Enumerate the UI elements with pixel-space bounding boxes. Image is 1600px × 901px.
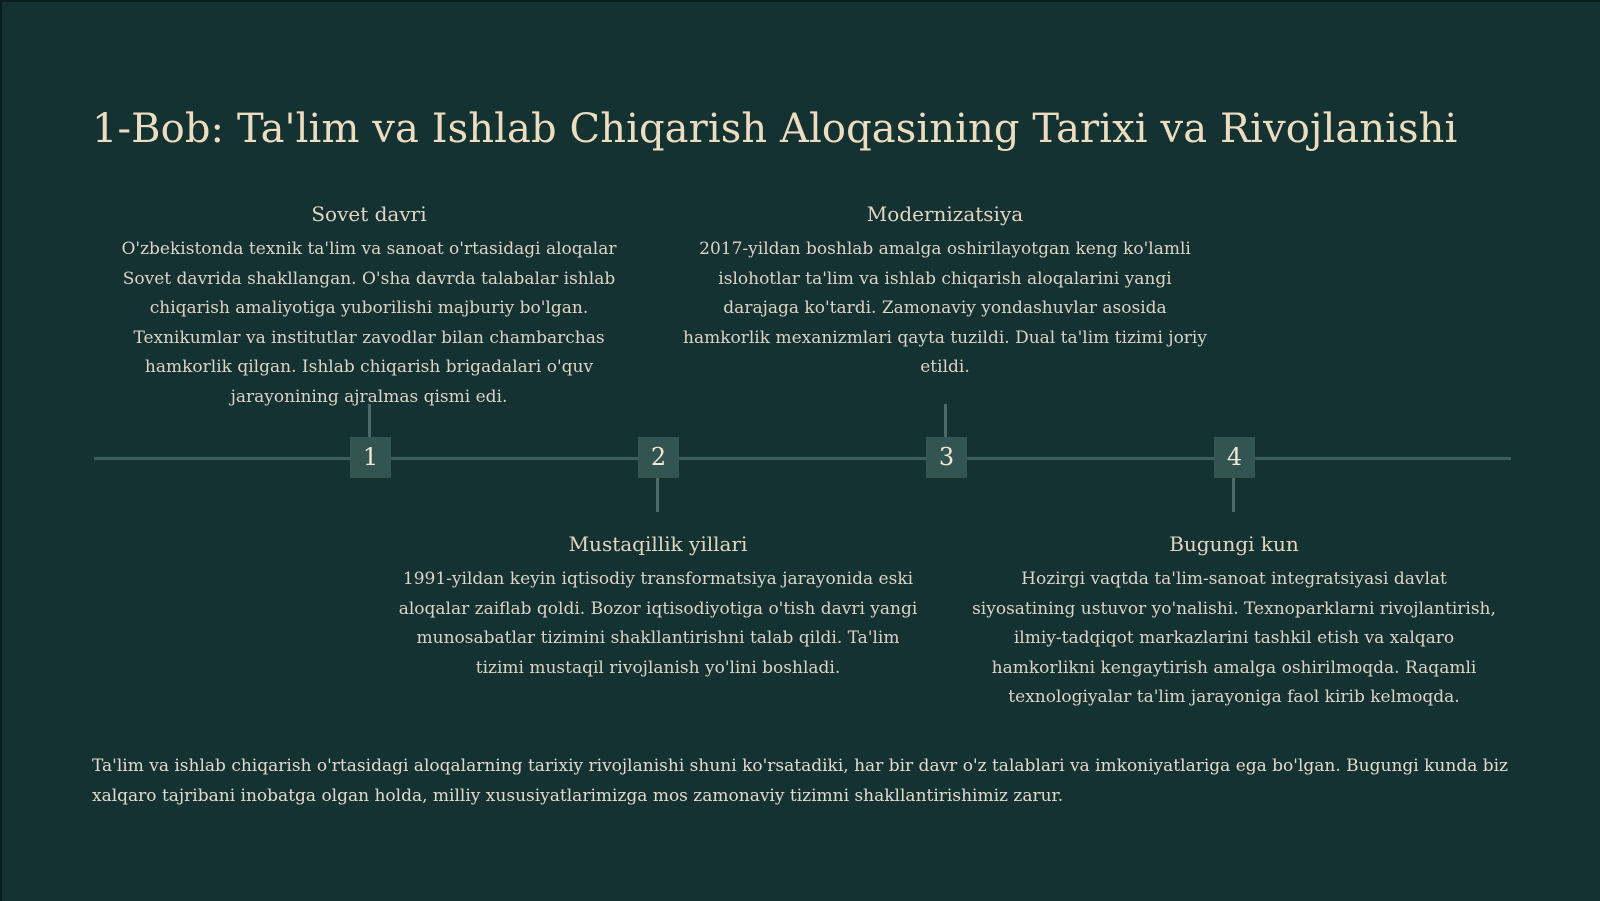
timeline-connector-3 xyxy=(944,404,947,438)
timeline-card-title: Modernizatsiya xyxy=(866,202,1024,226)
timeline-marker-3: 3 xyxy=(926,437,967,478)
timeline-card-independence-years xyxy=(395,530,921,683)
timeline-card-text: 1991-yildan keyin iqtisodiy transformatsiya jarayonida eski aloqalar zaiflab qoldi. Bozor iqtisodiyotiga o'tish davri yangi munosabatlar tizimini shakllantirishni talab qildi. Ta'lim tizimi mustaqil rivojlanish yo'lini boshladi. xyxy=(398,569,918,678)
slide-title: 1-Bob: Ta'lim va Ishlab Chiqarish Aloqasining Tarixi va Rivojlanishi xyxy=(92,106,1458,152)
summary-paragraph: Ta'lim va ishlab chiqarish o'rtasidagi aloqalarning tarixiy rivojlanishi shuni ko'rsatadiki, har bir davr o'z talablari va imkoniyatlariga ega bo'lgan. Bugungi kunda biz xalqaro tajribani inobatga olgan holda, milliy xususiyatlarimizga mos zamonaviy tizimni shakllantirishimiz zarur. xyxy=(92,756,1509,806)
timeline-connector-2 xyxy=(656,477,659,512)
timeline-card-text: 2017-yildan boshlab amalga oshirilayotgan keng ko'lamli islohotlar ta'lim va ishlab chiqarish aloqalarini yangi darajaga ko'tardi. Zamonaviy yondashuvlar asosida hamkorlik mexanizmlari qayta tuzildi. Dual ta'lim tizimi joriy etildi. xyxy=(683,239,1207,377)
timeline-card-title: Sovet davri xyxy=(311,202,427,226)
timeline-card-title: Mustaqillik yillari xyxy=(568,532,748,556)
timeline-card-text: O'zbekistonda texnik ta'lim va sanoat o'rtasidagi aloqalar Sovet davrida shakllangan. O'sha davrda talabalar ishlab chiqarish amaliyotiga yuborilishi majburiy bo'lgan. Texnikumlar va institutlar zavodlar bilan chambarchas hamkorlik qilgan. Ishlab chiqarish brigadalari o'quv jarayonining ajralmas qismi edi. xyxy=(121,239,617,407)
timeline-card-text: Hozirgi vaqtda ta'lim-sanoat integratsiyasi davlat siyosatining ustuvor yo'nalishi. Texnoparklarni rivojlantirish, ilmiy-tadqiqot markazlarini tashkil etish va xalqaro hamkorlikni kengaytirish amalga oshirilmoqda. Raqamli texnologiyalar ta'lim jarayoniga faol kirib kelmoqda. xyxy=(972,569,1496,707)
timeline-axis xyxy=(94,457,1511,460)
timeline-marker-1: 1 xyxy=(350,437,391,478)
timeline-card-today xyxy=(969,530,1499,713)
timeline-connector-4 xyxy=(1232,477,1235,512)
timeline-card-title: Bugungi kun xyxy=(1169,532,1299,556)
timeline-card-modernization xyxy=(682,200,1208,383)
timeline-card-soviet-period xyxy=(108,200,630,412)
timeline-marker-2: 2 xyxy=(638,437,679,478)
timeline-marker-4: 4 xyxy=(1214,437,1255,478)
